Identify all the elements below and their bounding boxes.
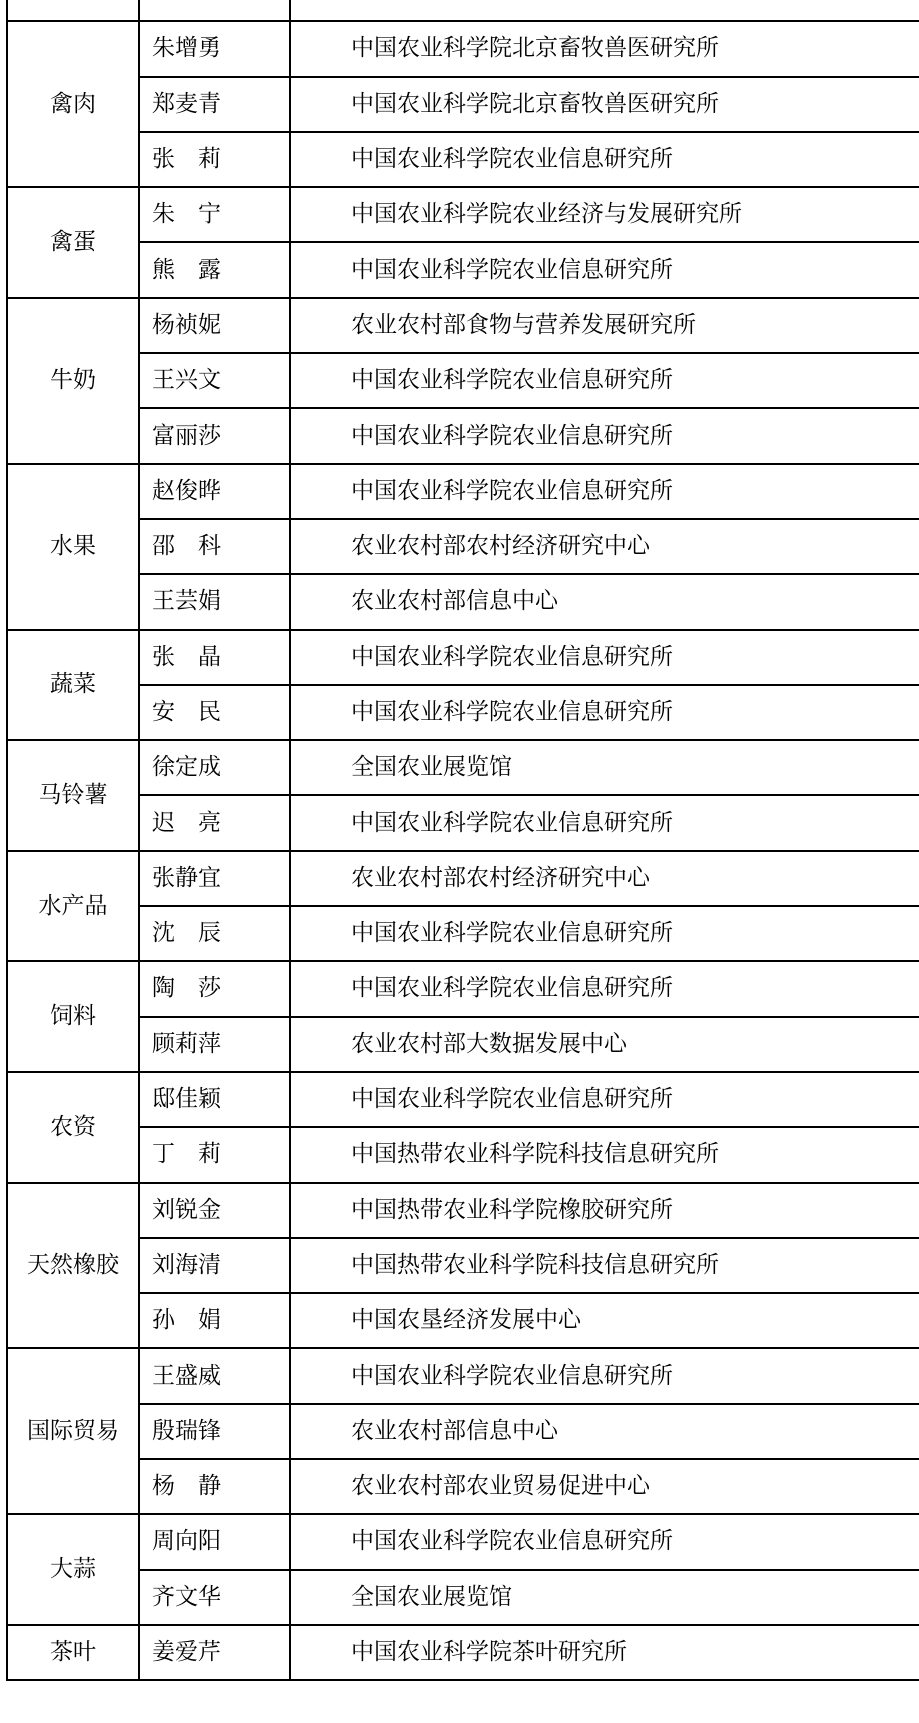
- category-cell: 农资: [7, 1072, 139, 1183]
- person-name: 朱 宁: [152, 201, 221, 228]
- organization-cell: 中国农业科学院农业信息研究所: [290, 408, 919, 463]
- table-row: [7, 906, 919, 961]
- person-name: 迟 亮: [152, 809, 221, 836]
- table-row: [7, 1072, 919, 1127]
- table-row: [7, 574, 919, 629]
- person-name: 邸佳颖: [152, 1086, 221, 1113]
- person-name: 邵 科: [152, 533, 221, 560]
- person-name-cell: [139, 851, 290, 906]
- person-name-cell: [139, 574, 290, 629]
- person-name-cell: [139, 1293, 290, 1348]
- organization-cell: 中国农业科学院农业信息研究所: [290, 795, 919, 850]
- person-name-cell: [139, 298, 290, 353]
- organization-cell: 全国农业展览馆: [290, 740, 919, 795]
- table-row: [7, 1293, 919, 1348]
- person-name: 熊 露: [152, 256, 221, 283]
- organization-cell: 中国农业科学院农业信息研究所: [290, 353, 919, 408]
- person-name-cell: [139, 1459, 290, 1514]
- organization-cell: 中国农业科学院农业经济与发展研究所: [290, 187, 919, 242]
- organization-cell: 中国农业科学院农业信息研究所: [290, 1348, 919, 1403]
- person-name: 孙 娟: [152, 1307, 221, 1334]
- table-row: [7, 1238, 919, 1293]
- table-row: [7, 187, 919, 242]
- person-name: 殷瑞锋: [152, 1417, 221, 1444]
- organization-cell: 农业农村部信息中心: [290, 1404, 919, 1459]
- person-name: 丁 莉: [152, 1141, 221, 1168]
- person-name: 齐文华: [152, 1583, 221, 1610]
- table-row: [7, 298, 919, 353]
- organization-cell: 农业农村部农业贸易促进中心: [290, 1459, 919, 1514]
- person-name-cell: [139, 1625, 290, 1680]
- person-name-cell: [139, 353, 290, 408]
- table-row: [7, 1570, 919, 1625]
- person-name: 杨祯妮: [152, 311, 221, 338]
- category-cell: 马铃薯: [7, 740, 139, 851]
- organization-cell: 农业农村部大数据发展中心: [290, 1017, 919, 1072]
- person-name: 赵俊晔: [152, 477, 221, 504]
- person-name: 郑麦青: [152, 90, 221, 117]
- table-row: [7, 630, 919, 685]
- person-name-cell: [139, 77, 290, 132]
- person-name: 王盛威: [152, 1362, 221, 1389]
- table-row: [7, 1017, 919, 1072]
- organization-cell: 中国农业科学院北京畜牧兽医研究所: [290, 77, 919, 132]
- category-cell: 国际贸易: [7, 1348, 139, 1514]
- person-name: 安 民: [152, 699, 221, 725]
- person-name-cell: [139, 740, 290, 795]
- category-cell: 饲料: [7, 961, 139, 1072]
- person-name-cell: [139, 1348, 290, 1403]
- organization-cell: 中国农业科学院北京畜牧兽医研究所: [290, 21, 919, 76]
- person-name-cell: [139, 408, 290, 463]
- person-name-cell: [139, 1404, 290, 1459]
- person-name: 刘海清: [152, 1251, 221, 1278]
- person-name-cell: [139, 961, 290, 1016]
- person-name-cell: [139, 187, 290, 242]
- table-row: [7, 1183, 919, 1238]
- category-cell: 蔬菜: [7, 630, 139, 741]
- person-name-cell: [139, 0, 290, 21]
- person-name-cell: [139, 1017, 290, 1072]
- organization-cell: 中国农业科学院农业信息研究所: [290, 464, 919, 519]
- person-name: 杨 静: [152, 1473, 221, 1500]
- person-name: 张 晶: [152, 643, 221, 670]
- organization-cell: 中国农业科学院农业信息研究所: [290, 132, 919, 187]
- table-row: [7, 408, 919, 463]
- organization-cell: 中国农垦经济发展中心: [290, 1293, 919, 1348]
- person-name-cell: [139, 1127, 290, 1182]
- person-name: 张静宜: [152, 864, 221, 891]
- organization-cell: 农业农村部农村经济研究中心: [290, 851, 919, 906]
- table-row: [7, 1459, 919, 1514]
- table-row: [7, 851, 919, 906]
- table-row: [7, 1348, 919, 1403]
- table-row: [7, 795, 919, 850]
- table-row: [7, 1127, 919, 1182]
- organization-cell: [290, 0, 919, 21]
- category-cell: 天然橡胶: [7, 1183, 139, 1349]
- organization-cell: 中国农业科学院农业信息研究所: [290, 1072, 919, 1127]
- person-name-cell: [139, 1072, 290, 1127]
- organization-cell: 农业农村部信息中心: [290, 574, 919, 629]
- person-name: 王芸娟: [152, 588, 221, 615]
- person-name: 顾莉萍: [152, 1030, 221, 1057]
- organization-cell: 中国热带农业科学院橡胶研究所: [290, 1183, 919, 1238]
- person-name-cell: [139, 630, 290, 685]
- category-cell: 茶叶: [7, 1625, 139, 1680]
- table-row: [7, 961, 919, 1016]
- organization-cell: 中国农业科学院农业信息研究所: [290, 242, 919, 297]
- table-row: [7, 464, 919, 519]
- organization-cell: 农业农村部农村经济研究中心: [290, 519, 919, 574]
- person-name: 王兴文: [152, 367, 221, 394]
- table-row: [7, 685, 919, 740]
- organization-cell: 全国农业展览馆: [290, 1570, 919, 1625]
- organization-cell: 中国农业科学院茶叶研究所: [290, 1625, 919, 1680]
- organization-cell: 中国农业科学院农业信息研究所: [290, 906, 919, 961]
- person-name: 陶 莎: [152, 975, 221, 1002]
- organization-cell: 中国热带农业科学院科技信息研究所: [290, 1127, 919, 1182]
- person-name-cell: [139, 906, 290, 961]
- category-cell: 禽肉: [7, 21, 139, 187]
- table-row: [7, 1514, 919, 1569]
- organization-cell: 中国农业科学院农业信息研究所: [290, 961, 919, 1016]
- category-cell: 禽蛋: [7, 187, 139, 298]
- organization-cell: 中国热带农业科学院科技信息研究所: [290, 1238, 919, 1293]
- table-row: [7, 1404, 919, 1459]
- person-name: 刘锐金: [152, 1196, 221, 1223]
- person-name-cell: [139, 795, 290, 850]
- person-name-cell: [139, 685, 290, 740]
- person-name-cell: [139, 1238, 290, 1293]
- table-row: [7, 0, 919, 21]
- category-cell: 水果: [7, 464, 139, 630]
- table-row: [7, 1625, 919, 1680]
- person-name-cell: [139, 132, 290, 187]
- person-name: 富丽莎: [152, 422, 221, 449]
- person-name: 姜爱芹: [152, 1639, 221, 1666]
- organization-cell: 中国农业科学院农业信息研究所: [290, 630, 919, 685]
- person-name: 徐定成: [152, 754, 221, 781]
- organization-cell: 中国农业科学院农业信息研究所: [290, 685, 919, 740]
- person-name-cell: [139, 519, 290, 574]
- table-row: [7, 740, 919, 795]
- person-name: 张 莉: [152, 146, 221, 173]
- person-name-cell: [139, 1183, 290, 1238]
- organization-cell: 农业农村部食物与营养发展研究所: [290, 298, 919, 353]
- category-cell: 水产品: [7, 851, 139, 962]
- table-row: [7, 353, 919, 408]
- person-name-cell: [139, 1570, 290, 1625]
- table-row: [7, 132, 919, 187]
- table-row: [7, 21, 919, 76]
- person-name: 朱增勇: [152, 35, 221, 62]
- table-row: [7, 242, 919, 297]
- person-name-cell: [139, 242, 290, 297]
- table-body: [7, 0, 919, 1680]
- person-name-cell: [139, 1514, 290, 1569]
- category-cell: 牛奶: [7, 298, 139, 464]
- table-row: [7, 519, 919, 574]
- expert-roster-table: [6, 0, 919, 1681]
- person-name: 沈 辰: [152, 920, 221, 947]
- person-name-cell: [139, 464, 290, 519]
- person-name-cell: [139, 21, 290, 76]
- organization-cell: 中国农业科学院农业信息研究所: [290, 1514, 919, 1569]
- person-name: 周向阳: [152, 1528, 221, 1555]
- table-row: [7, 77, 919, 132]
- category-cell: [7, 0, 139, 21]
- category-cell: 大蒜: [7, 1514, 139, 1625]
